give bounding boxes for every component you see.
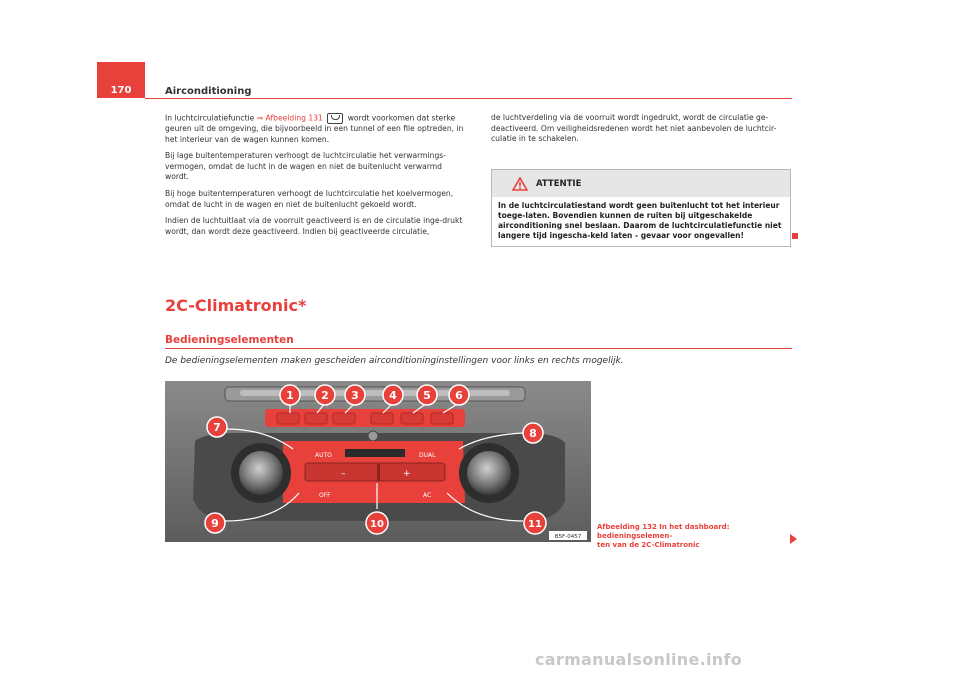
section-end-marker (792, 233, 798, 239)
paragraph-high-temp: Bij hoge buitentemperaturen verhoogt de luchtcirculatie het koelvermogen, omdat de lucht in de wagen en niet de buitenlucht gekoeld wordt. (165, 189, 454, 209)
paragraph-recirculation: In luchtcirculatiefunctie ⇒ Afbeelding 131 wordt voorkomen dat sterke geuren uit de omgeving, die bijvoorbeeld in een tunnel of een file optreden, in het interieur van de wagen kunnen komen. (165, 113, 464, 144)
air-recirculation-icon (327, 113, 343, 124)
continue-arrow-icon (790, 534, 797, 544)
off-button-label: OFF (319, 492, 331, 499)
callout-number: 3 (351, 389, 359, 402)
left-temperature-knob (239, 451, 283, 495)
paragraph-low-temp: Bij lage buitentemperaturen verhoogt de luchtcirculatie het verwarmings-vermogen, omdat de lucht in de wagen en niet de buitenlucht verwarmd wordt. (165, 151, 446, 182)
subsection-divider (165, 348, 792, 349)
header-divider (145, 98, 792, 99)
auto-button-label: AUTO (315, 452, 332, 459)
page-number: 170 (110, 85, 132, 96)
warning-box (491, 169, 791, 247)
callout-number: 8 (529, 427, 537, 440)
figure-code: B5F-0457 (554, 534, 582, 540)
section-title: 2C-Climatronic* (165, 296, 307, 315)
warning-text: In de luchtcirculatiestand wordt geen buitenlucht tot het interieur toege-laten. Bovendien kunnen de ruiten bij uitgeschakelde airconditioning snel beslaan. Daarom de luchtcirculatiefunctie niet langere tijd ingescha-keld laten - gevaar voor ongevallen! (498, 201, 782, 240)
page-number-tab (97, 62, 145, 98)
callout-number: 4 (389, 389, 397, 402)
warning-triangle-icon (512, 177, 528, 191)
left-column (165, 113, 465, 243)
climatronic-panel-illustration (165, 381, 591, 542)
paragraph-continued: de luchtverdeling via de voorruit wordt ingedrukt, wordt de circulatie ge-deactiveerd. Om veiligheidsredenen wordt het niet aanbevolen de luchtcir-culatie in te schakelen. (491, 113, 777, 144)
subsection-title: Bedieningselementen (165, 334, 294, 346)
callout-number: 1 (286, 389, 294, 402)
warning-header (492, 170, 790, 197)
figure-caption: Afbeelding 132 In het dashboard: bedieningselemen- ten van de 2C-Climatronic (597, 523, 730, 549)
page-header-title: Airconditioning (165, 86, 252, 97)
section-intro: De bedieningselementen maken gescheiden airconditioninginstellingen voor links en rechts mogelijk. (165, 356, 624, 366)
climatronic-figure (165, 381, 591, 542)
callout-number: 11 (528, 519, 542, 530)
dual-button-label: DUAL (419, 452, 436, 459)
callout-number: 2 (321, 389, 329, 402)
callout-number: 5 (423, 389, 431, 402)
paragraph-windscreen: Indien de luchtuitlaat via de voorruit geactiveerd is en de circulatie inge-drukt wordt, dan wordt deze geactiveerd. Indien bij geactiveerde circulatie, (165, 216, 463, 236)
fan-plus-label: + (403, 469, 411, 479)
warning-title: ATTENTIE (536, 178, 582, 189)
callout-number: 10 (370, 519, 384, 530)
ac-button-label: AC (423, 492, 432, 499)
watermark: carmanualsonline.info (535, 650, 743, 669)
fan-minus-label: – (341, 469, 346, 479)
figure-cross-reference-link[interactable]: ⇒ Afbeelding 131 (256, 113, 323, 123)
right-column (491, 113, 791, 151)
right-temperature-knob (467, 451, 511, 495)
callout-number: 7 (213, 421, 221, 434)
callout-number: 9 (211, 517, 219, 530)
callout-number: 6 (455, 389, 463, 402)
